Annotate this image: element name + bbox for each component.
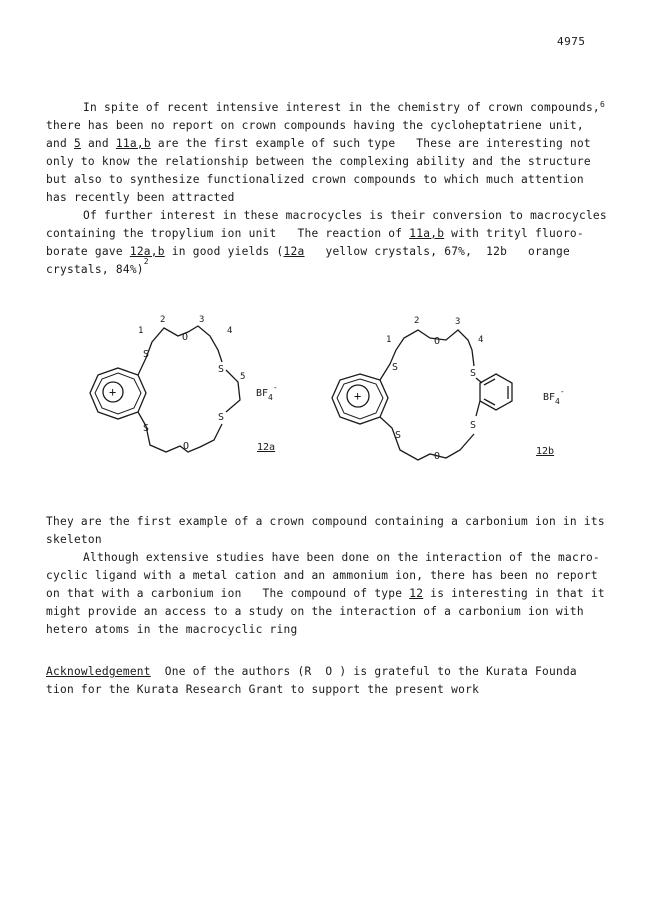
position-number: 5	[240, 372, 246, 382]
position-number: 3	[199, 315, 205, 325]
counter-ion-charge: -	[272, 383, 278, 392]
para2-line4	[46, 257, 149, 279]
page-number: 4975	[557, 35, 586, 48]
tropylium-ring	[90, 368, 146, 419]
bond	[476, 378, 482, 383]
sulfur-atom: S	[143, 349, 150, 360]
para1-text: In spite of recent intensive interest in the chemistry of crown compounds,	[83, 101, 600, 114]
compound-ref: 11a,b	[115, 137, 151, 150]
para1-line6: has recently been attracted	[46, 191, 235, 204]
para2-line1: Of further interest in these macrocycles is their conversion to macrocycles	[83, 209, 607, 222]
para3-line1: They are the first example of a crown compound containing a carbonium ion in its	[46, 515, 605, 528]
para1-line5: but also to synthesize functionalized crown compounds to which much attention	[46, 173, 584, 186]
counter-ion-subscript: 4	[268, 393, 273, 402]
sulfur-atom: S	[218, 364, 225, 375]
para1-line2: there has been no report on crown compounds having the cycloheptatriene unit,	[46, 119, 584, 132]
para4-line4: might provide an access to a study on the interaction of a carbonium ion with	[46, 605, 584, 618]
sulfur-atom: S	[395, 430, 402, 441]
structure-12b	[332, 316, 565, 462]
counter-ion-symbol: BF	[256, 388, 269, 399]
oxygen-atom: O	[434, 336, 441, 347]
counter-ion-subscript: 4	[555, 397, 560, 406]
para4-text: is interesting in that it	[423, 587, 605, 600]
compound-ref: 12	[409, 587, 424, 600]
position-number: 4	[227, 326, 233, 336]
compound-ref: 12a	[283, 245, 305, 258]
acknowledgement-heading: Acknowledgement	[46, 665, 151, 678]
position-number: 1	[138, 326, 144, 336]
reference-6: 6	[599, 100, 606, 109]
para1-text: and	[46, 137, 74, 150]
structure-12a	[90, 315, 278, 453]
upper-chain	[138, 326, 225, 375]
sulfur-atom: S	[143, 423, 150, 434]
para4-line3	[46, 586, 605, 602]
compound-ref: 11a,b	[409, 227, 445, 240]
para4-line2: cyclic ligand with a metal cation and an ammonium ion, there has been no report	[46, 569, 598, 582]
compound-label-12b: 12b	[536, 446, 555, 457]
position-number: 4	[478, 335, 484, 345]
para2-text: in good yields (	[164, 245, 284, 258]
para4-line1: Although extensive studies have been done on the interaction of the macro-	[83, 551, 600, 564]
position-number: 1	[386, 335, 392, 345]
para4-line5: hetero atoms in the macrocyclic ring	[46, 623, 298, 636]
para1-line1	[83, 100, 605, 117]
compound-label-12a: 12a	[257, 442, 276, 453]
bond	[476, 401, 480, 416]
oxygen-atom: O	[182, 332, 189, 343]
para2-text: crystals, 84%)	[46, 263, 144, 276]
oxygen-atom: O	[434, 451, 441, 462]
sulfur-atom: S	[218, 412, 225, 423]
para2-line2	[46, 226, 584, 242]
charge-sign: +	[354, 389, 362, 403]
counter-ion-charge: -	[559, 387, 565, 396]
counter-ion-symbol: BF	[543, 392, 556, 403]
para1-text: are the first example of such type These are interesting not	[150, 137, 591, 150]
compound-ref: 12a,b	[129, 245, 165, 258]
para1-line3	[46, 136, 591, 152]
position-number: 3	[455, 317, 461, 327]
para2-line3	[46, 244, 570, 260]
acknowledgement-text: One of the authors (R O ) is grateful to the Kurata Founda	[150, 665, 577, 678]
compound-ref: 5	[73, 137, 81, 150]
para2-text: borate gave	[46, 245, 130, 258]
para2-text: yellow crystals, 67%, 12b orange	[304, 245, 570, 258]
para1-line4: only to know the relationship between the complexing ability and the structure	[46, 155, 591, 168]
reference-2: 2	[143, 257, 149, 266]
counter-ion	[256, 383, 278, 402]
lower-chain	[138, 412, 225, 452]
acknowledgement-line2: tion for the Kurata Research Grant to support the present work	[46, 683, 480, 696]
acknowledgement-line1	[46, 664, 577, 680]
charge-sign: +	[109, 385, 117, 399]
sulfur-atom: S	[392, 362, 399, 373]
para3-line2: skeleton	[46, 533, 102, 546]
position-number: 2	[160, 315, 166, 325]
benzene-ring	[480, 374, 512, 410]
sulfur-atom: S	[470, 420, 477, 431]
sulfur-atom: S	[470, 368, 477, 379]
position-number: 2	[414, 316, 420, 326]
para1-text: and	[80, 137, 116, 150]
counter-ion	[543, 387, 565, 406]
tropylium-inner-ring	[95, 373, 141, 414]
right-chain	[226, 370, 240, 412]
para2-text: containing the tropylium ion unit The reaction of	[46, 227, 410, 240]
chemical-structures	[0, 300, 672, 480]
para4-text: on that with a carbonium ion The compound of type	[46, 587, 410, 600]
para2-text: with trityl fluoro-	[444, 227, 584, 240]
oxygen-atom: O	[183, 441, 190, 452]
